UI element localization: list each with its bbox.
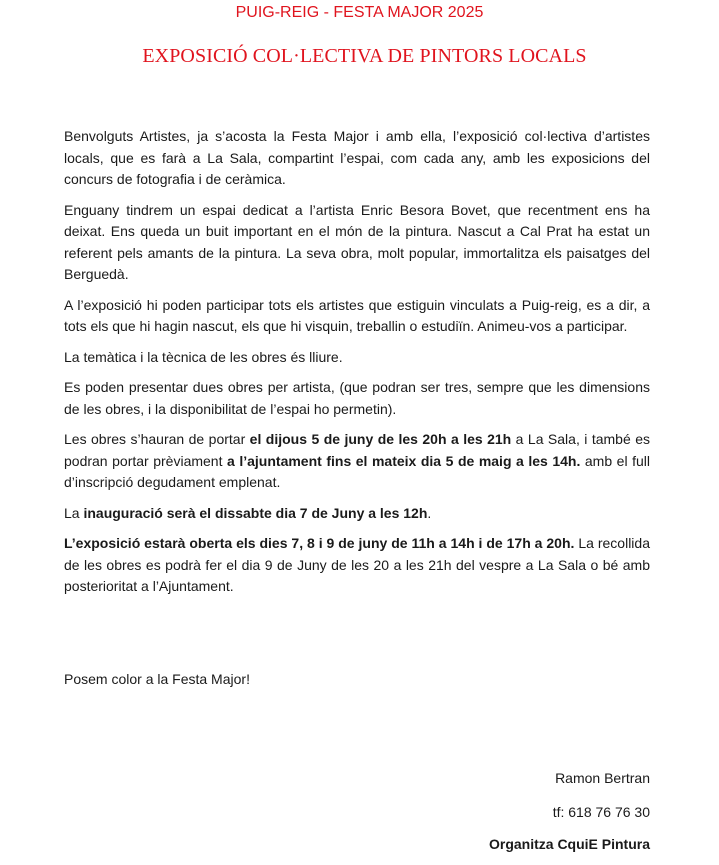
opening-hours: L’exposició estarà oberta els dies 7, 8 i 9 de juny de 11h a 14h i de 17h a 20h. <box>64 535 575 551</box>
delivery-text-2: a La Sala, i també es podran portar prèviament <box>64 431 650 469</box>
signature-phone: tf: 618 76 76 30 <box>552 804 650 820</box>
paragraph-opening-hours <box>64 533 650 598</box>
paragraph-inauguration <box>64 503 650 525</box>
paragraph-intro: Benvolguts Artistes, ja s’acosta la Festa Major i amb ella, l’exposició col·lectiva d’artistes locals, que es farà a La Sala, compartint l’espai, com cada any, amb les exposicions del concurs de fotografia i de ceràmica. <box>64 128 650 187</box>
letter-body <box>64 126 650 607</box>
paragraph-tribute: Enguany tindrem un espai dedicat a l’artista Enric Besora Bovet, que recentment ens ha deixat. Ens queda un buit important en el món de la pintura. Nascut a Cal Prat ha estat un referent pels amants de la pintura. La seva obra, molt popular, immortalitza els paisatges del Berguedà. <box>64 201 650 282</box>
pickup-text: La recollida de les obres es podrà fer el dia 9 de Juny de les 20 a les 21h del vespre a La Sala o bé amb posterioritat a l’Ajuntament. <box>64 535 650 594</box>
delivery-text-1: Les obres s’hauran de portar <box>64 431 250 447</box>
paragraph-works-limit: Es poden presentar dues obres per artista, (que podran ser tres, sempre que les dimensions de les obres, i la disponibilitat de l’espai ho permetin). <box>64 379 650 417</box>
delivery-deadline: a l’ajuntament fins el mateix dia 5 de maig a les 14h. <box>227 452 581 469</box>
delivery-date: el dijous 5 de juny de les 20h a les 21h <box>249 431 512 447</box>
signature-name: Ramon Bertran <box>555 770 650 786</box>
delivery-text-3: amb el full d’inscripció degudament emplenat. <box>64 452 650 490</box>
paragraph-theme: La temàtica i la tècnica de les obres és lliure. <box>64 348 343 365</box>
event-header: PUIG-REIG - FESTA MAJOR 2025 <box>235 4 484 21</box>
paragraph-delivery <box>64 429 650 494</box>
signature-organization: Organitza CquiE Pintura <box>488 836 650 852</box>
inauguration-date: inauguració serà el dissabte dia 7 de Juny a les 12h <box>83 504 428 521</box>
document-title: EXPOSICIÓ COL·LECTIVA DE PINTORS LOCALS <box>142 45 587 67</box>
inauguration-text-1: La <box>64 504 84 521</box>
inauguration-text-2: . <box>427 504 432 521</box>
closing-line: Posem color a la Festa Major! <box>64 671 250 687</box>
paragraph-eligibility: A l’exposició hi poden participar tots els artistes que estiguin vinculats a Puig-reig, es a dir, a tots els que hi hagin nascut, els que hi visquin, treballin o estudiïn. Animeu-vos a participar. <box>64 296 650 334</box>
